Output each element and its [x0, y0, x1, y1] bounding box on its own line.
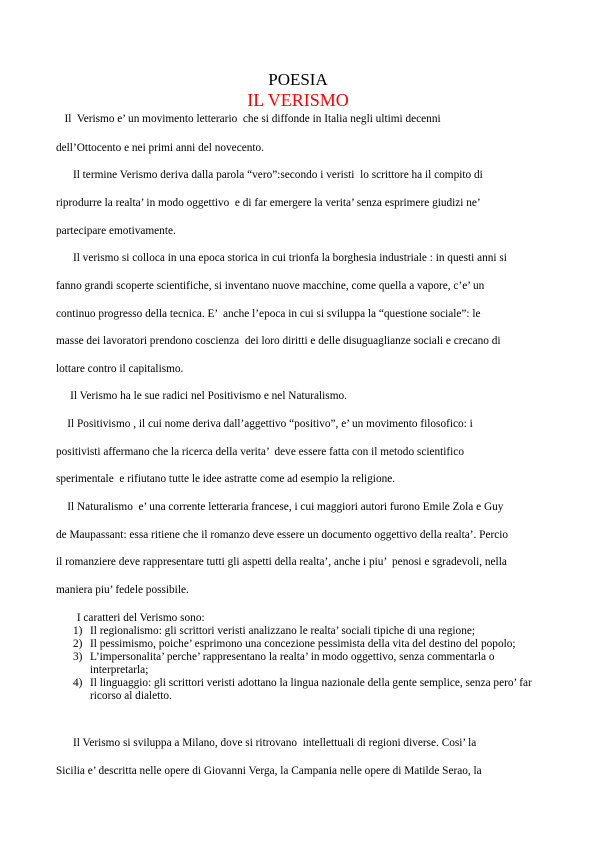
text-line: Il verismo si colloca in una epoca storica in cui trionfa la borghesia industriale : in questi anni si — [56, 252, 507, 264]
text-line: Il termine Verismo deriva dalla parola “vero”:secondo i veristi lo scrittore ha il compito di — [56, 169, 483, 181]
text-line: sperimentale e rifiutano tutte le idee astratte come ad esempio la religione. — [56, 473, 396, 485]
list-intro: I caratteri del Verismo sono: — [74, 612, 205, 624]
page-title: POESIA — [268, 70, 328, 89]
text-line: masse dei lavoratori prendono coscienza dei loro diritti e delle disuguaglianze sociali e crecano di — [56, 335, 501, 347]
text-line: positivisti affermano che la ricerca della verita’ deve essere fatta con il metodo scientifico — [56, 446, 464, 458]
text-line: de Maupassant: essa ritiene che il romanzo deve essere un documento oggettivo della realta’. Percio — [56, 529, 509, 541]
text-line: Il Positivismo , il cui nome deriva dall’aggettivo “positivo”, e’ un movimento filosofico: i — [56, 418, 473, 430]
text-line: maniera piu’ fedele possibile. — [56, 584, 189, 596]
list-item-text: Il pessimismo, poiche’ esprimono una concezione pessimista della vita del destino del popolo; — [90, 638, 516, 650]
text-line: Il Verismo e’ un movimento letterario che si diffonde in Italia negli ultimi decenni — [56, 113, 441, 125]
list-item — [73, 651, 540, 677]
text-line: riprodurre la realta’ in modo oggettivo e di far emergere la verita’ senza esprimere giudizi ne’ — [56, 197, 481, 209]
characteristics-list — [73, 625, 540, 703]
text-line: Il Naturalismo e’ una corrente letteraria francese, i cui maggiori autori furono Emile Zola e Guy — [56, 501, 504, 513]
list-item-number: 3) — [73, 651, 83, 663]
list-item — [73, 677, 540, 703]
text-line: fanno grandi scoperte scientifiche, si inventano nuove macchine, come quella a vapore, c’e’ un — [56, 280, 485, 292]
list-item-number: 4) — [73, 677, 83, 689]
list-item-number: 1) — [73, 625, 83, 637]
list-item — [73, 625, 540, 638]
text-line: dell’Ottocento e nei primi anni del novecento. — [56, 142, 264, 154]
text-line: il romanziere deve rappresentare tutti gli aspetti della realta’, anche i piu’ penosi e sgradevoli, nella — [56, 556, 507, 568]
text-line: continuo progresso della tecnica. E’ anche l’epoca in cui si sviluppa la “questione sociale”: le — [56, 308, 481, 320]
list-item-text: Il regionalismo: gli scrittori veristi analizzano le realta’ sociali tipiche di una regione; — [90, 625, 476, 637]
text-line: Il Verismo si sviluppa a Milano, dove si ritrovano intellettuali di regioni diverse. Cosi’ la — [56, 737, 477, 749]
list-item-number: 2) — [73, 638, 83, 650]
text-line: lottare contro il capitalismo. — [56, 363, 184, 375]
page-subtitle: IL VERISMO — [247, 90, 349, 110]
text-line: Il Verismo ha le sue radici nel Positivismo e nel Naturalismo. — [56, 390, 347, 402]
text-line: Sicilia e’ descritta nelle opere di Giovanni Verga, la Campania nelle opere di Matilde Serao, la — [56, 765, 482, 777]
list-item-text: Il linguaggio: gli scrittori veristi adottano la lingua nazionale della gente semplice, senza pero’ far ricorso al dialetto. — [90, 677, 532, 702]
list-item — [73, 638, 540, 651]
text-line: partecipare emotivamente. — [56, 225, 176, 237]
list-item-text: L’impersonalita’ perche’ rappresentano la realta’ in modo oggettivo, senza commentarla o interpretarla; — [90, 651, 495, 676]
